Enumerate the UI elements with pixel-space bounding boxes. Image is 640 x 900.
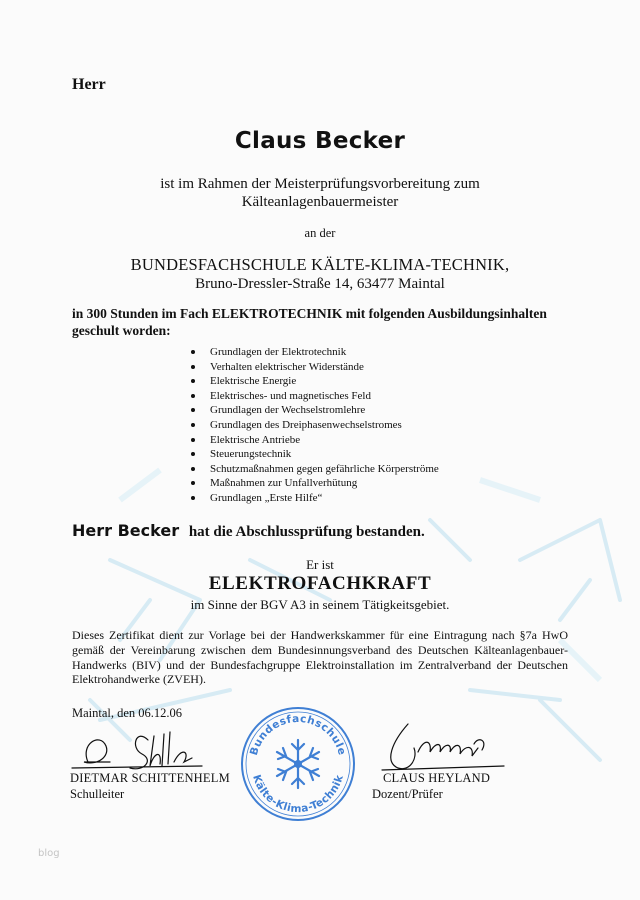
intro-line-2: Kälteanlagenbauermeister [241,194,399,210]
topic-item: Verhalten elektrischer Widerstände [188,360,439,375]
exam-passed-line [72,521,425,541]
training-line-1: in 300 Stunden im Fach ELEKTROTECHNIK mit folgenden Ausbildungsinhalten [72,306,547,321]
training-description [72,305,572,339]
qualification-scope: im Sinne der BGV A3 in seinem Tätigkeitsgebiet. [190,597,450,612]
certificate-note: Dieses Zertifikat dient zur Vorlage bei der Handwerkskammer für eine Eintragung nach §7a HwO gemäß der Vereinbarung zwischen dem Bundesinnungsverband des Deutschen Kälteanlagenbauer-Handwerks (BIV) und der Bundesfachgruppe Elektroinstallation im Zentralverband der Deutschen Elektrohandwerke (ZVEH). [72,628,568,687]
footer-mark: blog [38,848,60,859]
passed-text: hat die Abschlussprüfung bestanden. [188,524,425,540]
er-ist: Er ist [306,557,334,572]
place-date: Maintal, den 06.12.06 [72,706,183,720]
topic-item: Elektrische Antriebe [188,433,439,448]
topic-item: Elektrisches- und magnetisches Feld [188,389,439,404]
intro-line-1: ist im Rahmen der Meisterprüfungsvorbereitung zum [160,176,480,192]
school-name: BUNDESFACHSCHULE KÄLTE-KLIMA-TECHNIK, [130,255,510,274]
topic-item: Schutzmaßnahmen gegen gefährliche Körperströme [188,462,439,477]
signature-left [70,722,210,774]
passed-name: Herr Becker [72,521,180,540]
training-line-2: geschult worden: [72,323,171,338]
topic-list [188,345,439,506]
school-stamp-icon [238,704,358,824]
topic-item: Grundlagen der Wechselstromlehre [188,403,439,418]
recipient-name: Claus Becker [234,128,406,154]
topic-item: Maßnahmen zur Unfallverhütung [188,476,439,491]
topic-item: Steuerungstechnik [188,447,439,462]
stamp-top-text: Bundesfachschule [247,712,349,757]
topic-item: Grundlagen „Erste Hilfe“ [188,491,439,506]
signatory-right-role: Dozent/Prüfer [372,787,443,801]
signatory-right-name: CLAUS HEYLAND [383,771,491,785]
an-der: an der [304,226,336,240]
school-address: Bruno-Dressler-Straße 14, 63477 Maintal [195,276,445,292]
qualification-title: ELEKTROFACHKRAFT [208,573,432,594]
topic-item: Grundlagen der Elektrotechnik [188,345,439,360]
signatory-left-name: DIETMAR SCHITTENHELM [70,771,230,785]
signatory-left-role: Schulleiter [70,787,125,801]
topic-item: Grundlagen des Dreiphasenwechselstromes [188,418,439,433]
salutation: Herr [72,76,106,93]
stamp-bottom-text: Kälte-Klima-Technik [250,773,346,816]
signature-right [378,718,508,774]
topic-item: Elektrische Energie [188,374,439,389]
